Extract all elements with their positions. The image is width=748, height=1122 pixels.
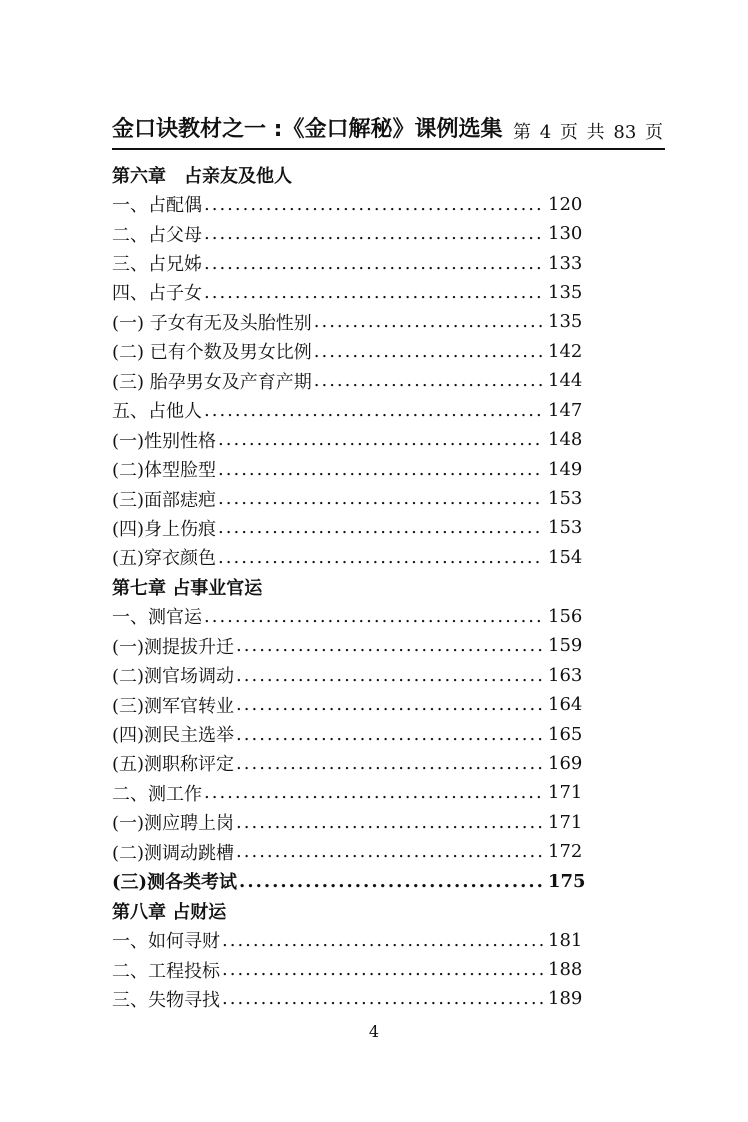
- toc-page-number: 171: [548, 811, 583, 833]
- toc-page-number: 135: [548, 281, 583, 303]
- toc-entry-label: (三) 胎孕男女及产育产期: [112, 371, 312, 393]
- toc-leader-dots: [218, 547, 544, 568]
- toc-chapter-heading: [112, 572, 582, 601]
- toc-leader-dots: [236, 812, 544, 833]
- toc-page-number: 153: [548, 517, 583, 539]
- toc-entry: [112, 660, 582, 689]
- toc-entry-label: 三、占兄姊: [112, 254, 202, 276]
- table-of-contents: [112, 160, 586, 1014]
- toc-page-number: 153: [548, 488, 583, 510]
- page-header: [112, 108, 665, 150]
- toc-entry-label: (二)体型脸型: [112, 460, 217, 482]
- toc-leader-dots: [236, 841, 544, 862]
- toc-entry-label: 二、工程投标: [112, 960, 220, 982]
- toc-entry: [112, 602, 582, 631]
- toc-page-number: 163: [548, 664, 583, 686]
- toc-entry: [112, 543, 582, 572]
- toc-entry: [112, 955, 582, 984]
- toc-entry-label: (二)测调动跳槽: [112, 842, 235, 864]
- toc-entry: [112, 278, 582, 307]
- toc-leader-dots: [236, 724, 544, 745]
- toc-chapter-heading: [112, 896, 582, 925]
- toc-entry-label: (一)测应聘上岗: [112, 813, 235, 835]
- toc-page-number: 188: [548, 959, 583, 981]
- toc-entry: [112, 248, 582, 277]
- toc-page-number: 135: [548, 311, 583, 333]
- toc-entry: [112, 484, 582, 513]
- page-info: 第 4 页 共 83 页: [513, 122, 663, 143]
- document-title: 金口诀教材之一 :《金口解秘》课例选集: [112, 117, 503, 142]
- toc-entry-label: 二、占父母: [112, 224, 202, 246]
- toc-entry-label: (五)穿衣颜色: [112, 548, 217, 570]
- toc-entry: [112, 631, 582, 660]
- toc-entry: [112, 925, 582, 954]
- toc-leader-dots: [204, 782, 544, 803]
- toc-leader-dots: [236, 665, 544, 686]
- toc-entry: [112, 690, 582, 719]
- toc-page-number: 164: [548, 694, 583, 716]
- toc-leader-dots: [204, 606, 544, 627]
- toc-leader-dots: [204, 282, 544, 303]
- toc-entry: [112, 307, 582, 336]
- toc-page-number: 130: [548, 223, 583, 245]
- toc-page-number: 169: [548, 752, 583, 774]
- toc-entry-label: (三)测各类考试: [112, 872, 238, 894]
- toc-leader-dots: [218, 459, 544, 480]
- toc-entry: [112, 837, 582, 866]
- toc-entry: [112, 454, 582, 483]
- toc-leader-dots: [314, 341, 544, 362]
- toc-leader-dots: [218, 488, 544, 509]
- toc-leader-dots: [314, 370, 544, 391]
- toc-entry: [112, 749, 582, 778]
- toc-entry: [112, 867, 586, 896]
- toc-page-number: 142: [548, 340, 583, 362]
- toc-page-number: 175: [548, 870, 586, 892]
- toc-page-number: 156: [548, 605, 583, 627]
- toc-page-number: 189: [548, 988, 583, 1010]
- toc-entry: [112, 778, 582, 807]
- page-number: 4: [368, 1022, 380, 1041]
- toc-leader-dots: [236, 753, 544, 774]
- toc-leader-dots: [222, 930, 544, 951]
- toc-entry: [112, 366, 582, 395]
- toc-entry-label: 二、测工作: [112, 783, 202, 805]
- toc-entry: [112, 719, 582, 748]
- toc-leader-dots: [239, 871, 544, 892]
- toc-entry-label: (一)测提拔升迁: [112, 636, 235, 658]
- toc-page-number: 159: [548, 635, 583, 657]
- toc-page-number: 149: [548, 458, 583, 480]
- toc-entry-label: 四、占子女: [112, 283, 202, 305]
- toc-leader-dots: [314, 311, 544, 332]
- toc-page-number: 120: [548, 193, 583, 215]
- toc-entry: [112, 513, 582, 542]
- toc-entry-label: 第七章 占事业官运: [112, 577, 263, 599]
- toc-leader-dots: [236, 635, 544, 656]
- toc-entry-label: (二) 已有个数及男女比例: [112, 342, 312, 364]
- toc-leader-dots: [204, 223, 544, 244]
- toc-chapter-heading: [112, 160, 582, 189]
- toc-page-number: 154: [548, 546, 583, 568]
- toc-entry-label: 一、测官运: [112, 607, 202, 629]
- toc-page-number: 165: [548, 723, 583, 745]
- toc-entry-label: 第八章 占财运: [112, 901, 227, 923]
- toc-leader-dots: [204, 253, 544, 274]
- toc-entry: [112, 219, 582, 248]
- toc-entry: [112, 396, 582, 425]
- toc-page-number: 133: [548, 252, 583, 274]
- toc-entry: [112, 189, 582, 218]
- toc-entry: [112, 425, 582, 454]
- toc-leader-dots: [222, 988, 544, 1009]
- toc-leader-dots: [222, 959, 544, 980]
- toc-entry-label: (四)测民主选举: [112, 725, 235, 747]
- toc-entry-label: (五)测职称评定: [112, 754, 235, 776]
- toc-page-number: 147: [548, 399, 583, 421]
- toc-entry-label: 三、失物寻找: [112, 989, 220, 1011]
- toc-entry-label: (一) 子女有无及头胎性别: [112, 312, 312, 334]
- toc-entry-label: 一、如何寻财: [112, 931, 220, 953]
- toc-entry-label: 第六章 占亲友及他人: [112, 165, 292, 187]
- toc-entry-label: (四)身上伤痕: [112, 518, 217, 540]
- toc-entry-label: 一、占配偶: [112, 195, 202, 217]
- toc-leader-dots: [204, 194, 544, 215]
- toc-entry-label: 五、占他人: [112, 401, 202, 423]
- toc-entry: [112, 808, 582, 837]
- toc-entry: [112, 337, 582, 366]
- toc-entry-label: (二)测官场调动: [112, 666, 235, 688]
- toc-page-number: 144: [548, 370, 583, 392]
- toc-entry-label: (三)面部痣疤: [112, 489, 217, 511]
- toc-entry-label: (一)性别性格: [112, 430, 217, 452]
- toc-page-number: 181: [548, 929, 583, 951]
- toc-entry-label: (三)测军官转业: [112, 695, 235, 717]
- toc-leader-dots: [204, 400, 544, 421]
- toc-leader-dots: [236, 694, 544, 715]
- toc-leader-dots: [218, 517, 544, 538]
- toc-entry: [112, 984, 582, 1013]
- toc-page-number: 171: [548, 782, 583, 804]
- toc-page-number: 148: [548, 429, 583, 451]
- toc-leader-dots: [218, 429, 544, 450]
- toc-page-number: 172: [548, 841, 583, 863]
